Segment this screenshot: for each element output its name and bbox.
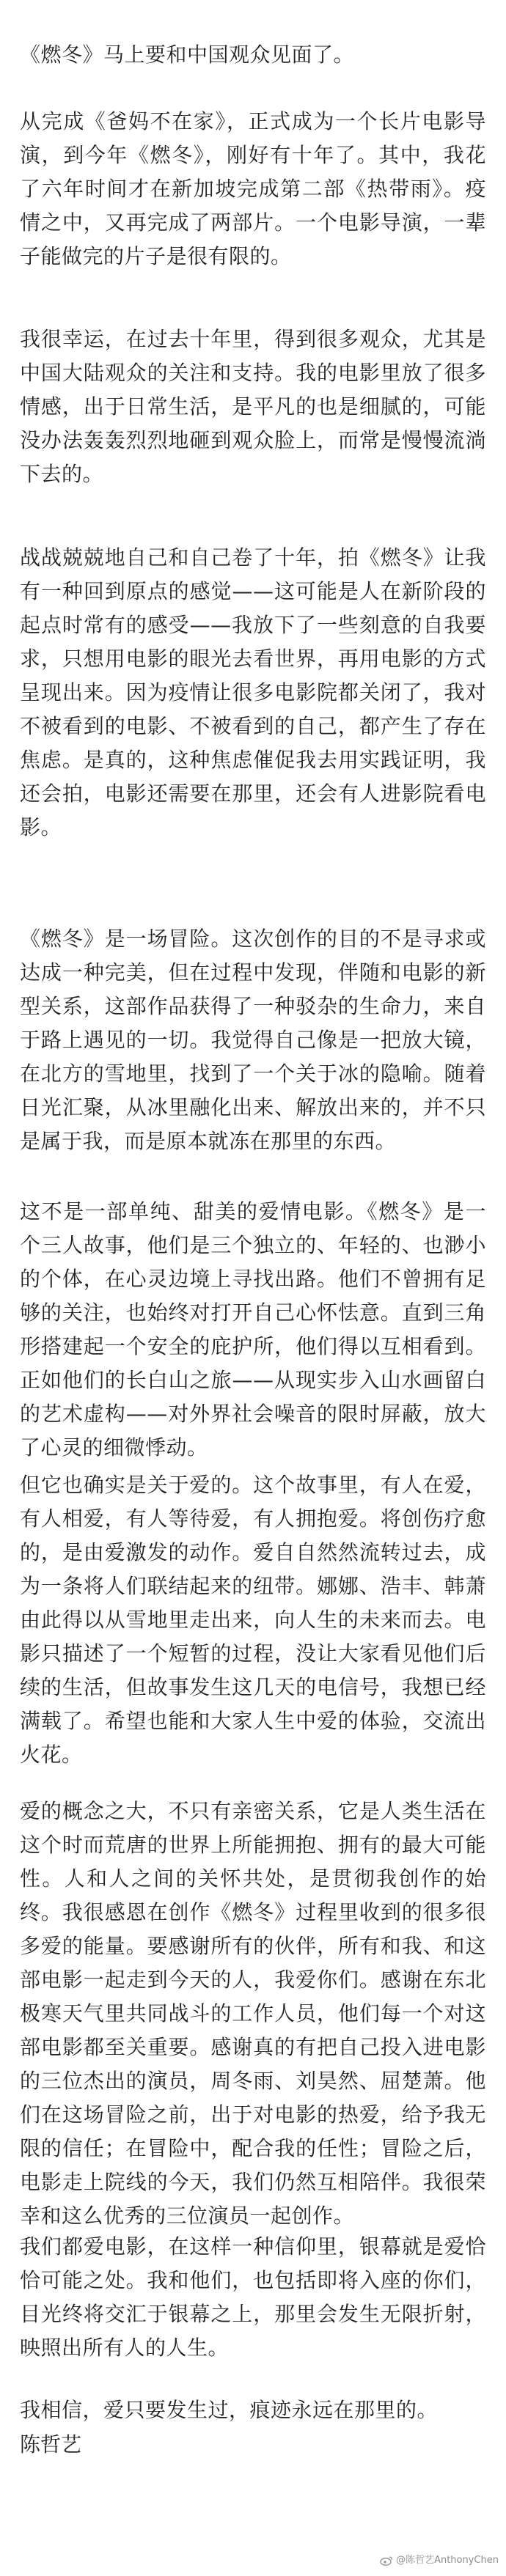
paragraph-5: 《燃冬》是一场冒险。这次创作的目的不是寻求或达成一种完美，但在过程中发现，伴随和电影的新型关系，这部作品获得了一种驳杂的生命力，来自于路上遇见的一切。我觉得自己像是一把放大镜，在北方的雪地里，找到了一个关于冰的隐喻。随着日光汇聚，从冰里融化出来、解放出来的，并不只是属于我，而是原本就冻在那里的东西。 <box>20 927 486 1153</box>
paragraph-6: 这不是一部单纯、甜美的爱情电影。《燃冬》是一个三人故事，他们是三个独立的、年轻的、也渺小的个体，在心灵边境上寻找出路。他们不曾拥有足够的关注，也始终对打开自己心怀怯意。直到三角形搭建起一个安全的庇护所，他们得以互相看到。正如他们的长白山之旅——从现实步入山水画留白的艺术虚构——对外界社会噪音的限时屏蔽，放大了心灵的细微悸动。 <box>20 1199 486 1460</box>
paragraph-8: 爱的概念之大，不只有亲密关系，它是人类生活在这个时而荒唐的世界上所能拥抱、拥有的最大可能性。人和人之间的关怀共处，是贯彻我创作的始终。我很感恩在创作《燃冬》过程里收到的很多很多爱的能量。要感谢所有的伙伴，所有和我、和这部电影一起走到今天的人，我爱你们。感谢在东北极寒天气里共同战斗的工作人员，他们每一个对这部电影都至关重要。感谢真的有把自己投入进电影的三位杰出的演员，周冬雨、刘昊然、屈楚萧。他们在这场冒险之前，出于对电影的热爱，给予我无限的信任；在冒险中，配合我的任性；冒险之后，电影走上院线的今天，我们仍然互相陪伴。我很荣幸和这么优秀的三位演员一起创作。 <box>20 1799 486 2228</box>
paragraph-4: 战战兢兢地自己和自己卷了十年，拍《燃冬》让我有一种回到原点的感觉——这可能是人在新阶段的起点时常有的感受——我放下了一些刻意的自我要求，只想用电影的眼光去看世界，再用电影的方式呈现出来。因为疫情让很多电影院都关闭了，我对不被看到的电影、不被看到的自己，都产生了存在焦虑。是真的，这种焦虑催促我去用实践证明，我还会拍，电影还需要在那里，还会有人进影院看电影。 <box>20 545 486 839</box>
watermark-text: @陈哲艺AnthonyChen <box>396 2555 499 2566</box>
paragraph-10: 我相信，爱只要发生过，痕迹永远在那里的。 <box>20 2398 439 2422</box>
weibo-logo-icon <box>380 2555 393 2566</box>
paragraph-9: 我们都爱电影，在这样一种信仰里，银幕就是爱恰恰可能之处。我和他们，也包括即将入座的你们，目光终将交汇于银幕之上，那里会发生无限折射，映照出所有人的人生。 <box>20 2234 486 2360</box>
signature: 陈哲艺 <box>20 2432 82 2457</box>
paragraph-3: 我很幸运，在过去十年里，得到很多观众，尤其是中国大陆观众的关注和支持。我的电影里放了很多情感，出于日常生活，是平凡的也是细腻的，可能没办法轰轰烈烈地砸到观众脸上，而常是慢慢流淌下去的。 <box>20 327 486 486</box>
paragraph-2: 从完成《爸妈不在家》，正式成为一个长片电影导演，到今年《燃冬》，刚好有十年了。其中，我花了六年时间才在新加坡完成第二部《热带雨》。疫情之中，又再完成了两部片。一个电影导演，一辈子能做完的片子是很有限的。 <box>20 109 486 268</box>
weibo-watermark <box>380 2554 499 2567</box>
paragraph-1: 《燃冬》马上要和中国观众见面了。 <box>20 43 355 67</box>
paragraph-7: 但它也确实是关于爱的。这个故事里，有人在爱，有人相爱，有人等待爱，有人拥抱爱。将创伤疗愈的，是由爱激发的动作。爱自自然然流转过去，成为一条将人们联结起来的纽带。娜娜、浩丰、韩萧由此得以从雪地里走出来，向人生的未来而去。电影只描述了一个短暂的过程，没让大家看见他们后续的生活，但故事发生这几天的电信号，我想已经满载了。希望也能和大家人生中爱的体验，交流出火花。 <box>20 1473 486 1767</box>
